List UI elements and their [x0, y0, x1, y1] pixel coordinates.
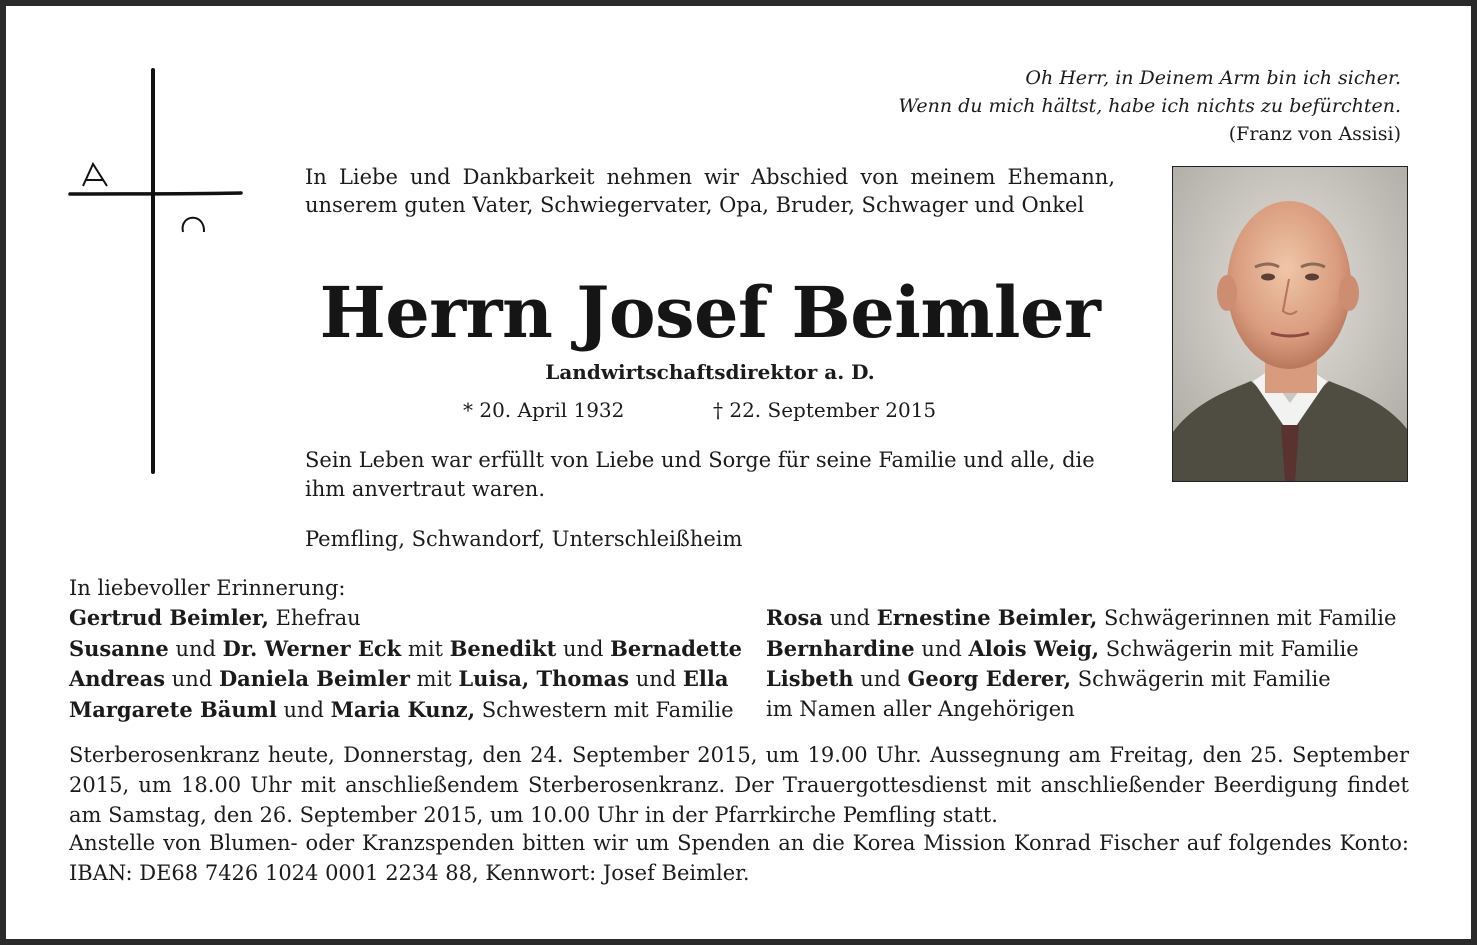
mourner-name: Margarete Bäuml	[69, 696, 277, 722]
service-text: Sterberosenkranz heute, Donnerstag, den 24. September 2015, um 19.00 Uhr. Aussegnung am Freitag, den 25. September 2015, um 18.00 Uhr mit anschließendem Sterberosenkranz. Der Trauergottesdienst mit anschließender Beerdigung findet am Samstag, den 26. September 2015, um 10.00 Uhr in der Pfarrkirche Pemfling statt.	[69, 743, 1409, 827]
mourner-name: Ernestine Beimler,	[876, 605, 1098, 630]
mourner-text: Schwestern mit Familie	[475, 697, 734, 722]
cross-icon	[61, 64, 261, 484]
mourner-text: mit	[401, 636, 450, 661]
intro-text: In Liebe und Dankbarkeit nehmen wir Abschied von meinem Ehemann, unserem guten Vater, Schwiegervater, Opa, Bruder, Schwager und Onkel	[305, 165, 1115, 217]
donation-text: Anstelle von Blumen- oder Kranzspenden bitten wir um Spenden an die Korea Mission Konrad Fischer auf folgendes Konto: IBAN: DE68 7426 1024 0001 2234 88, Kennwort: Josef Beimler.	[69, 831, 1409, 885]
mourner-name: Bernhardine	[766, 635, 915, 661]
mourner-text: Schwägerinnen mit Familie	[1097, 606, 1397, 630]
quote-author: (Franz von Assisi)	[1228, 123, 1401, 145]
mourner-text: Schwägerin mit Familie	[1071, 667, 1331, 691]
mourner-text: Schwägerin mit Familie	[1099, 636, 1359, 661]
mourner-line	[766, 634, 1396, 665]
mourners-heading: In liebevoller Erinnerung:	[69, 576, 346, 600]
alpha-icon	[83, 164, 107, 186]
mourner-name: Ella	[682, 666, 729, 691]
mourner-name: Alois Weig,	[968, 635, 1100, 661]
mourner-text: und	[822, 606, 877, 630]
mourners-list-left	[69, 603, 742, 725]
mourner-text: mit	[409, 667, 459, 691]
quote-line-1: Oh Herr, in Deinem Arm bin ich sicher.	[1025, 67, 1401, 89]
quote-line-2: Wenn du mich hältst, habe ich nichts zu befürchten.	[898, 95, 1401, 117]
mourners-list-right	[766, 603, 1396, 724]
mourner-line	[69, 603, 742, 634]
mourner-name: Benedikt	[449, 635, 557, 661]
mourner-text: Ehefrau	[268, 606, 361, 630]
deceased-title: Landwirtschaftsdirektor a. D.	[545, 360, 875, 384]
mourner-text: und	[629, 667, 683, 691]
mourner-line	[69, 664, 742, 695]
mourner-text: und	[168, 636, 223, 661]
mourner-text: und	[556, 636, 611, 661]
mourner-name: Bernadette	[610, 635, 743, 661]
mourner-line	[766, 664, 1396, 695]
death-date: † 22. September 2015	[713, 398, 937, 422]
mourner-text: und	[165, 667, 219, 691]
mourner-line	[69, 695, 742, 726]
places: Pemfling, Schwandorf, Unterschleißheim	[305, 527, 743, 551]
deceased-name: Herrn Josef Beimler	[319, 271, 1101, 354]
mourner-name: Maria Kunz,	[330, 696, 476, 722]
birth-date: * 20. April 1932	[463, 398, 625, 422]
mourner-name: Dr. Werner Eck	[222, 635, 402, 661]
omega-icon	[183, 218, 204, 232]
mourner-line	[69, 634, 742, 665]
mourner-name: Gertrud Beimler,	[69, 605, 269, 630]
mourner-name: Andreas	[69, 666, 166, 691]
portrait-photo	[1172, 166, 1408, 482]
mourner-name: Daniela Beimler	[218, 666, 410, 691]
mourner-name: Lisbeth	[766, 666, 854, 691]
mourner-text: und	[914, 636, 969, 661]
mourner-text: und	[853, 667, 908, 691]
mourner-name: Rosa	[766, 605, 823, 630]
mourner-name: Luisa, Thomas	[458, 666, 630, 691]
mourner-name: Georg Ederer,	[907, 666, 1072, 691]
mourner-name: Susanne	[69, 635, 169, 661]
life-text: Sein Leben war erfüllt von Liebe und Sorge für seine Familie und alle, die ihm anvertraut waren.	[305, 448, 1095, 501]
mourner-line	[766, 603, 1396, 634]
mourner-text: und	[276, 697, 331, 722]
mourner-line	[766, 695, 1396, 725]
quote	[898, 64, 1401, 148]
mourner-text: im Namen aller Angehörigen	[766, 696, 1075, 721]
